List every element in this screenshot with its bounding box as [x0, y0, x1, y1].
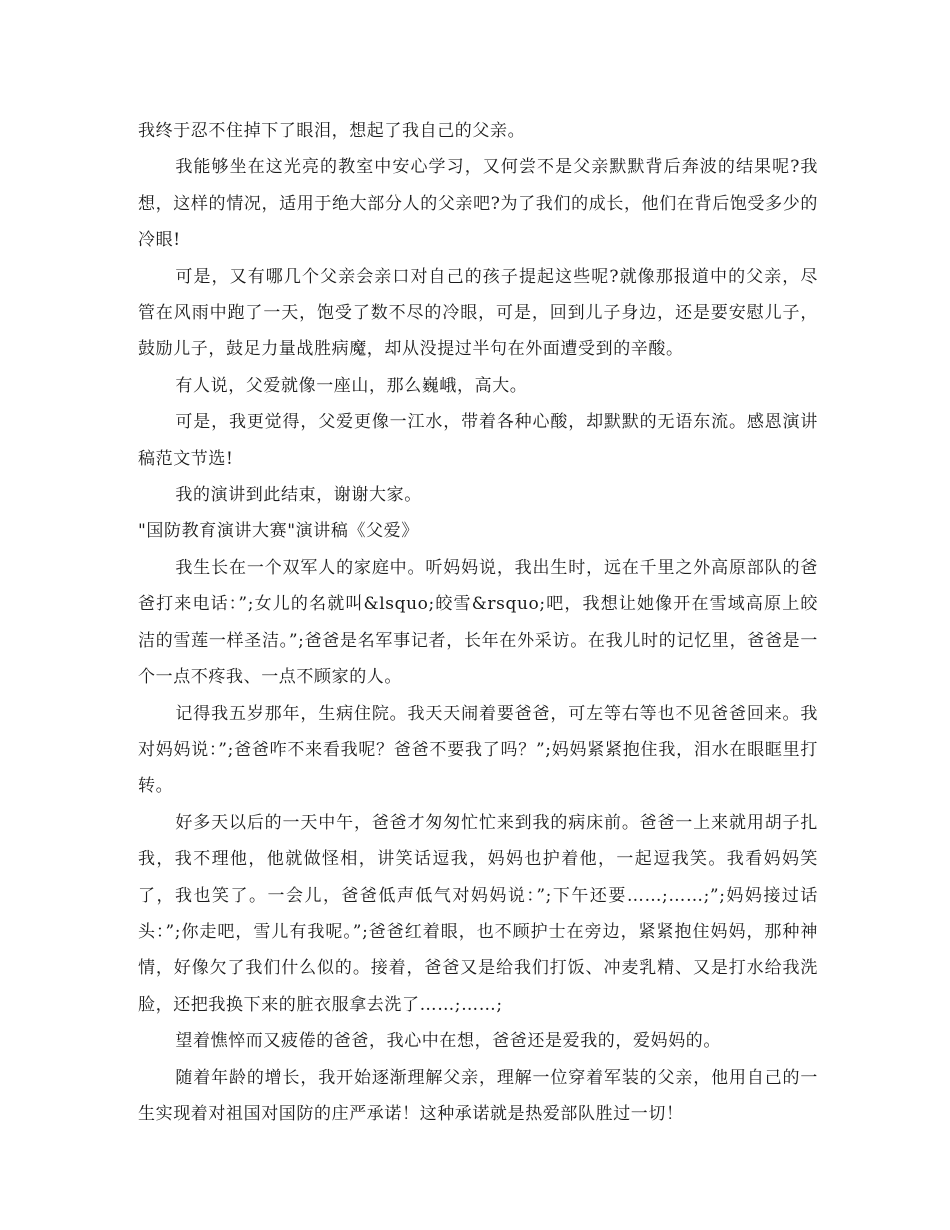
paragraph: 可是，我更觉得，父爱更像一江水，带着各种心酸，却默默的无语东流。感恩演讲稿范文节选! [138, 412, 818, 469]
paragraph: 我终于忍不住掉下了眼泪，想起了我自己的父亲。 [138, 121, 526, 141]
paragraph: 我能够坐在这光亮的教室中安心学习，又何尝不是父亲默默背后奔波的结果呢?我想，这样的情况，适用于绝大部分人的父亲吧?为了我们的成长，他们在背后饱受多少的冷眼! [138, 157, 818, 251]
paragraph: 我的演讲到此结束，谢谢大家。 [175, 485, 422, 506]
section-title: "国防教育演讲大赛"演讲稿《父爱》 [138, 521, 419, 542]
paragraph: 可是，又有哪几个父亲会亲口对自己的孩子提起这些呢?就像那报道中的父亲，尽管在风雨中跑了一天，饱受了数不尽的冷眼，可是，回到儿子身边，还是要安慰儿子，鼓励儿子，鼓足力量战胜病魔，却从没提过半句在外面遭受到的辛酸。 [138, 266, 818, 360]
document-page [138, 113, 818, 1132]
paragraph: 记得我五岁那年，生病住院。我天天闹着要爸爸，可左等右等也不见爸爸回来。我对妈妈说：”;爸爸咋不来看我呢？爸爸不要我了吗？”;妈妈紧紧抱住我，泪水在眼眶里打转。 [138, 703, 818, 797]
paragraph: 好多天以后的一天中午，爸爸才匆匆忙忙来到我的病床前。爸爸一上来就用胡子扎我，我不理他，他就做怪相，讲笑话逗我，妈妈也护着他，一起逗我笑。我看妈妈笑了，我也笑了。一会儿，爸爸低声低气对妈妈说：”;下午还要……;……;”;妈妈接过话头：”;你走吧，雪儿有我呢。”;爸爸红着眼，也不顾护士在旁边，紧紧抱住妈妈，那种神情，好像欠了我们什么似的。接着，爸爸又是给我们打饭、冲麦乳精、又是打水给我洗脸，还把我换下来的脏衣服拿去洗了……;……; [138, 812, 818, 1015]
paragraph: 有人说，父爱就像一座山，那么巍峨，高大。 [175, 375, 528, 396]
paragraph: 随着年龄的增长，我开始逐渐理解父亲，理解一位穿着军装的父亲，他用自己的一生实现着对祖国对国防的庄严承诺！这种承诺就是热爱部队胜过一切！ [138, 1067, 818, 1124]
paragraph: 我生长在一个双军人的家庭中。听妈妈说，我出生时，远在千里之外高原部队的爸爸打来电话：”;女儿的名就叫&lsquo;皎雪&rsquo;吧，我想让她像开在雪域高原上皎洁的雪莲一样圣洁。”;爸爸是名军事记者，长年在外采访。在我儿时的记忆里，爸爸是一个一点不疼我、一点不顾家的人。 [138, 557, 818, 688]
paragraph: 望着憔悴而又疲倦的爸爸，我心中在想，爸爸还是爱我的，爱妈妈的。 [175, 1031, 721, 1052]
